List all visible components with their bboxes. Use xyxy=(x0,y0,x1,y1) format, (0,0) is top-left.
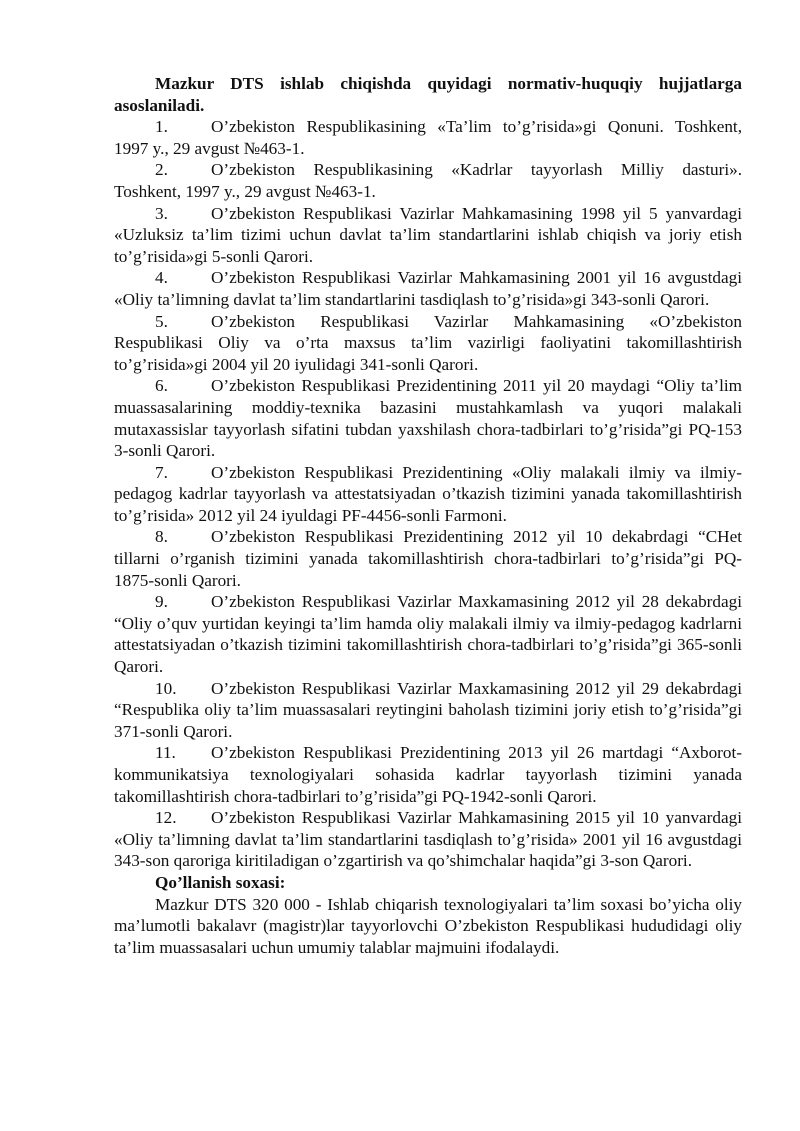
list-item xyxy=(114,203,742,268)
item-number: 11. xyxy=(155,743,176,763)
item-text: O’zbekiston Respublikasining «Ta’lim to’g’risida»gi Qonuni. Toshkent, 1997 y., 29 avgust №463-1. xyxy=(114,117,742,158)
list-item xyxy=(114,267,742,310)
item-text: O’zbekiston Respublikasi Vazirlar Mahkamasining 2001 yil 16 avgustdagi «Oliy ta’limning davlat ta’lim standartlarini tasdiqlash to’g’risida»gi 343-sonli Qarori. xyxy=(114,268,742,309)
item-number: 12. xyxy=(155,808,177,828)
list-item xyxy=(114,678,742,743)
item-text: O’zbekiston Respublikasi Vazirlar Mahkamasining 1998 yil 5 yanvardagi «Uzluksiz ta’lim tizimi uchun davlat ta’lim standartlarini ishlab chiqish va joriy etish to’g’risida»gi 5-sonli Qarori. xyxy=(114,203,742,266)
item-number: 2. xyxy=(155,160,168,180)
item-text: O’zbekiston Respublikasining «Kadrlar tayyorlash Milliy dasturi». Toshkent, 1997 y., 29 avgust №463-1. xyxy=(114,160,742,201)
item-number: 8. xyxy=(155,527,168,547)
item-text: O’zbekiston Respublikasi Prezidentining 2011 yil 20 maydagi “Oliy ta’lim muassasalarining moddiy-texnika bazasini mustahkamlash va yuqori malakali mutaxassislar tayyorlash sifatini tubdan yaxshilash chora-tadbirlari to’g’risida”gi PQ-153 3-sonli Qarori. xyxy=(114,376,742,461)
list-item xyxy=(114,526,742,591)
item-text: O’zbekiston Respublikasi Prezidentining «Oliy malakali ilmiy va ilmiy- pedagog kadrlar tayyorlash va attestatsiyadan o’tkazish tizimini yanada takomillashtirish to’g’risida» 2012 yil 24 iyuldagi PF-4456-sonli Farmoni. xyxy=(114,462,742,525)
item-number: 5. xyxy=(155,311,168,331)
item-number: 6. xyxy=(155,376,168,396)
list-item xyxy=(114,742,742,807)
list-item xyxy=(114,116,742,159)
scope-heading: Qo’llanish soxasi: xyxy=(155,872,286,892)
item-number: 1. xyxy=(155,117,168,137)
item-text: O’zbekiston Respublikasi Prezidentining 2013 yil 26 martdagi “Axborot- kommunikatsiya texnologiyalari sohasida kadrlar tayyorlash tizimini yanada takomillashtirish chora-tadbirlari to’g’risida”gi PQ-1942-sonli Qarori. xyxy=(114,743,742,806)
item-text: O’zbekiston Respublikasi Prezidentining 2012 yil 10 dekabrdagi “CHet tillarni o’rganish tizimini yanada takomillashtirish chora-tadbirlari to’g’risida”gi PQ- 1875-sonli Qarori. xyxy=(114,527,742,590)
list-item xyxy=(114,462,742,527)
list-item xyxy=(114,375,742,461)
item-number: 4. xyxy=(155,268,168,288)
item-text: O’zbekiston Respublikasi Vazirlar Maxkamasining 2012 yil 28 dekabrdagi “Oliy o’quv yurtidan keyingi ta’lim hamda oliy malakali ilmiy va ilmiy-pedagog kadrlarni attestatsiyadan o’tkazish tizimini takomillashtirish chora-tadbirlari to’g’risida”gi 365-sonli Qarori. xyxy=(114,592,742,677)
item-number: 7. xyxy=(155,462,168,482)
document-page xyxy=(114,73,742,958)
item-number: 9. xyxy=(155,592,168,612)
list-item xyxy=(114,159,742,202)
list-item xyxy=(114,591,742,677)
legal-acts-list xyxy=(114,116,742,872)
scope-paragraph: Mazkur DTS 320 000 - Ishlab chiqarish texnologiyalari ta’lim soxasi bo’yicha oliy ma’lumotli bakalavr (magistr)lar tayyorlovchi O’zbekiston Respublikasi hududidagi oliy ta’lim muassasalari uchun umumiy talablar majmuini ifodalaydi. xyxy=(114,894,742,957)
item-text: O’zbekiston Respublikasi Vazirlar Mahkamasining 2015 yil 10 yanvardagi «Oliy ta’limning davlat ta’lim standartlarini tasdiqlash to’g’risida» 2001 yil 16 avgustdagi 343-son qaroriga kiritiladigan o’zgartirish va qo’shimchalar haqida”gi 3-son Qarori. xyxy=(114,808,742,871)
item-number: 10. xyxy=(155,678,177,698)
item-text: O’zbekiston Respublikasi Vazirlar Mahkamasining «O’zbekiston Respublikasi Oliy va o’rta maxsus ta’lim vazirligi faoliyatini takomillashtirish to’g’risida»gi 2004 yil 20 iyulidagi 341-sonli Qarori. xyxy=(114,311,742,374)
item-text: O’zbekiston Respublikasi Vazirlar Maxkamasining 2012 yil 29 dekabrdagi “Respublika oliy ta’lim muassasalari reytingini baholash tizimini joriy etish to’g’risida”gi 371-sonli Qarori. xyxy=(114,678,742,741)
intro-paragraph: Mazkur DTS ishlab chiqishda quyidagi normativ-huquqiy hujjatlarga asoslaniladi. xyxy=(114,74,742,115)
list-item xyxy=(114,807,742,872)
list-item xyxy=(114,311,742,376)
item-number: 3. xyxy=(155,203,168,223)
